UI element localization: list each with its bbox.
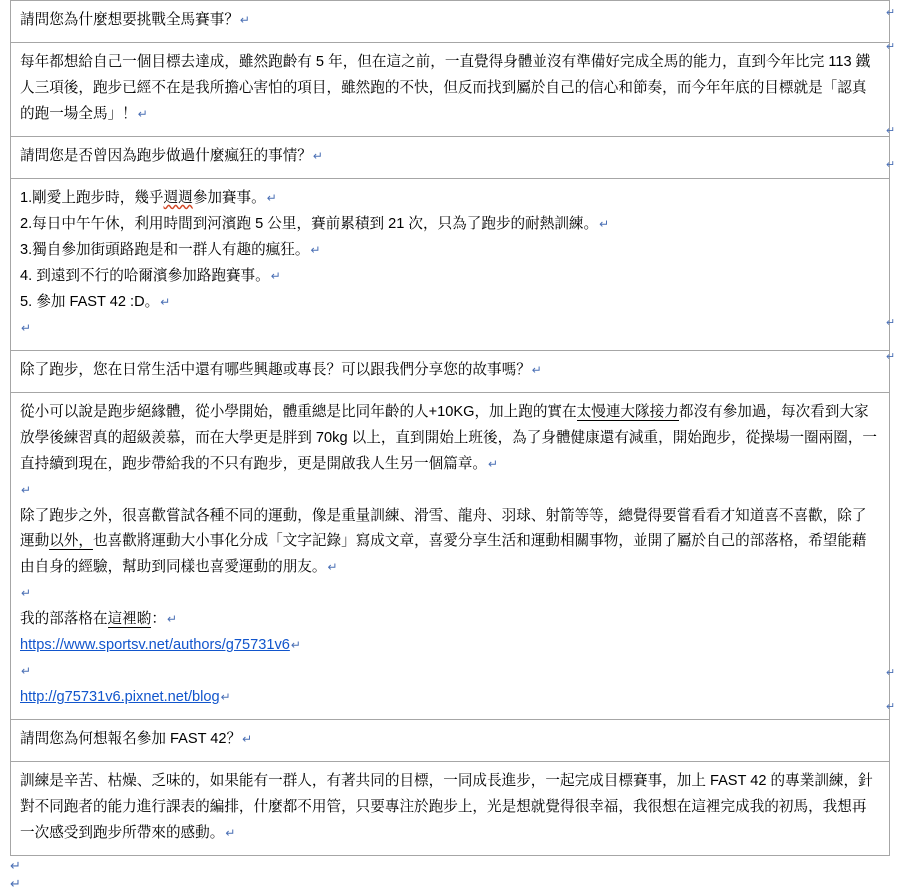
answer-2-line-2: 2.每日中午午休，利用時間到河濱跑 5 公里，賽前累積到 21 次，只為了跑步的耐熱訓練。↵ [20,215,610,232]
pilcrow-mark: ↵ [220,690,231,705]
pilcrow-mark: ↵ [310,242,321,257]
margin-pilcrow-8: ↵ [886,701,896,713]
trailing-paragraph-mark-2: ↵ [10,876,21,892]
pilcrow-mark: ↵ [21,586,32,601]
pilcrow-mark: ↵ [242,732,253,747]
answer-2-line-3: 3.獨自參加街頭路跑是和一群人有趣的瘋狂。↵ [20,241,321,258]
question-2-cell [11,136,890,178]
margin-pilcrow-5: ↵ [886,317,896,329]
answer-3-blog-intro: 我的部落格在這裡喲：↵ [20,611,178,628]
pilcrow-mark: ↵ [21,664,32,679]
question-4-cell [11,720,890,762]
question-1-cell [11,1,890,43]
margin-pilcrow-3: ↵ [886,125,896,137]
pilcrow-mark: ↵ [21,482,32,497]
margin-pilcrow-2: ↵ [886,41,896,53]
answer-3-blank-1 [20,478,880,504]
answer-3-blank-3 [20,659,880,685]
answer-1-text: 每年都想給自己一個目標去達成，雖然跑齡有 5 年，但在這之前，一直覺得身體並沒有準備好完成全馬的能力，直到今年比完 113 鐵人三項後，跑步已經不在是我所擔心害怕的項目，雖然跑的不快，但反而找到屬於自己的信心和節奏，而今年年底的目標就是「認真的跑一場全馬」！↵ [20,53,871,122]
answer-3-cell [11,392,890,720]
qa-table [10,0,890,856]
answer-3-paragraph-2: 除了跑步之外，很喜歡嘗試各種不同的運動，像是重量訓練、滑雪、龍舟、羽球、射箭等等，總覺得要嘗看看才知道喜不喜歡，除了運動以外，也喜歡將運動大小事化分成「文字記錄」寫成文章，喜愛分享生活和運動相關事物，並開了屬於自己的部落格，希望能藉由自身的經驗，幫助到同樣也喜愛運動的朋友。↵ [20,507,867,576]
question-4-text: 請問您為何想報名參加 FAST 42？↵ [20,731,253,748]
underline-mark: 這裡喲 [107,611,152,628]
table-row [11,178,890,350]
trailing-paragraph-mark-1: ↵ [10,858,21,874]
answer-2-line-1: 1.剛愛上跑步時，幾乎週週參加賽事。↵ [20,189,277,206]
pilcrow-mark: ↵ [270,268,281,283]
pilcrow-mark: ↵ [312,148,323,163]
question-1-text: 請問您為什麼想要挑戰全馬賽事？↵ [20,12,250,28]
table-row [11,1,890,43]
answer-3-link-1-line [20,633,880,659]
answer-4-text: 訓練是辛苦、枯燥、乏味的，如果能有一群人，有著共同的目標，一同成長進步，一起完成目標賽事，加上 FAST 42 的專業訓練，針對不同跑者的能力進行課表的編排，什麼都不用管，只要專注於跑步上，光是想就覺得很幸福，我很想在這裡完成我的初馬，我想再一次感受到跑步所帶來的感動。↵ [20,773,873,842]
blog-link-sportsv[interactable]: https://www.sportsv.net/authors/g75731v6 [20,637,290,654]
answer-2-cell [11,178,890,350]
question-3-text: 除了跑步，您在日常生活中還有哪些興趣或專長？可以跟我們分享您的故事嗎？↵ [20,361,542,378]
underline-mark: 以外， [49,533,93,550]
table-row [11,136,890,178]
answer-2-line-4: 4. 到遠到不行的哈爾濱參加路跑賽事。↵ [20,267,281,284]
table-row [11,762,890,856]
answer-2-line-6 [20,316,880,342]
blog-link-pixnet[interactable]: http://g75731v6.pixnet.net/blog [20,689,220,706]
answer-4-cell [11,762,890,856]
table-row [11,42,890,136]
answer-3-paragraph-1: 從小可以說是跑步絕緣體，從小學開始，體重總是比同年齡的人+10KG，加上跑的實在太慢連大隊接力都沒有參加過，每次看到大家放學後練習真的超級羨慕，而在大學更是胖到 70kg 以上，直到開始上班後，為了身體健康還有減重，開始跑步，從操場一圈兩圈，一直持續到現在，跑步帶給我的不只有跑步，更是開啟我人生另一個篇章。↵ [20,403,878,472]
pilcrow-mark: ↵ [531,362,542,377]
pilcrow-mark: ↵ [21,320,32,335]
pilcrow-mark: ↵ [137,106,148,121]
answer-3-blank-2 [20,581,880,607]
pilcrow-mark: ↵ [488,456,499,471]
pilcrow-mark: ↵ [166,612,178,627]
table-row [11,720,890,762]
pilcrow-mark: ↵ [160,294,171,309]
pilcrow-mark: ↵ [266,190,277,205]
pilcrow-mark: ↵ [225,826,236,841]
pilcrow-mark: ↵ [239,13,250,27]
table-row [11,392,890,720]
margin-pilcrow-4: ↵ [886,159,896,171]
question-3-cell [11,350,890,392]
underline-mark: 太慢連大隊接力 [576,403,679,420]
pilcrow-mark: ↵ [599,216,610,231]
question-2-text: 請問您是否曾因為跑步做過什麼瘋狂的事情？↵ [20,147,323,164]
answer-1-cell [11,42,890,136]
pilcrow-mark: ↵ [327,560,338,575]
pilcrow-mark: ↵ [290,638,301,653]
spellcheck-mark: 週週 [163,189,193,206]
margin-pilcrow-7: ↵ [886,667,896,679]
answer-3-link-2-line [20,685,880,711]
table-row [11,350,890,392]
margin-pilcrow-1: ↵ [886,7,896,19]
margin-pilcrow-6: ↵ [886,351,896,363]
answer-2-line-5: 5. 參加 FAST 42 :D。↵ [20,293,171,310]
